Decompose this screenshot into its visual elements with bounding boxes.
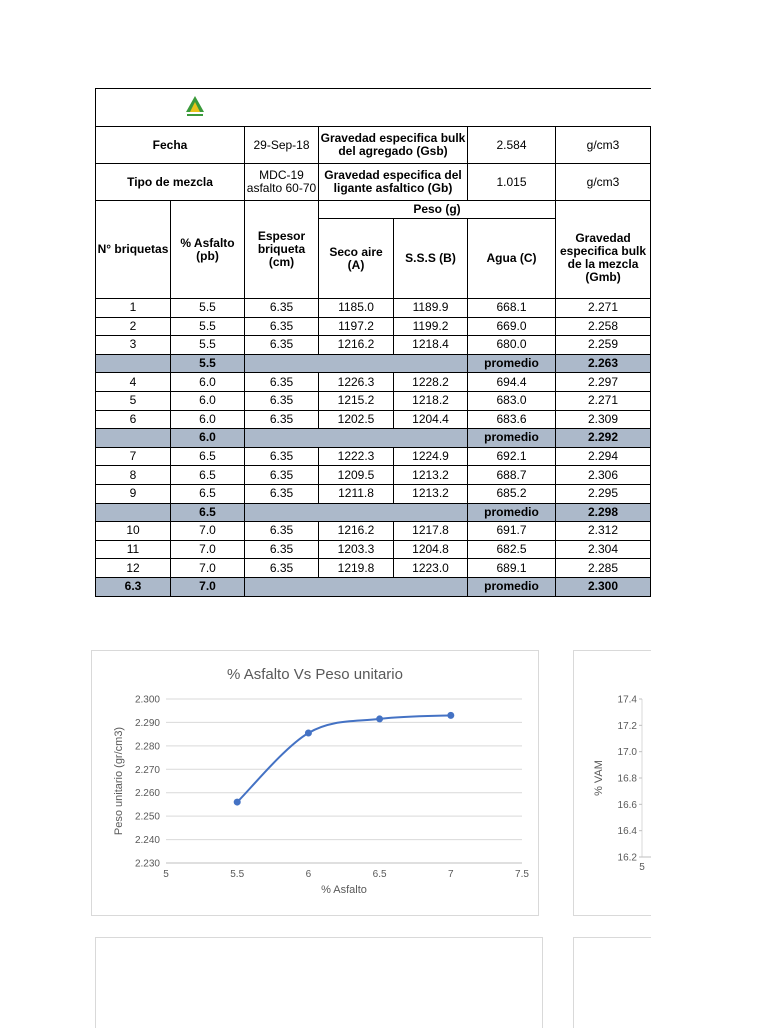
col-header-sss: S.S.S (B) (394, 219, 468, 299)
cell-espesor: 6.35 (245, 540, 319, 559)
y-tick-label: 16.6 (617, 799, 637, 811)
y-axis-title: % VAM (593, 760, 605, 796)
gb-unit: g/cm3 (556, 164, 651, 201)
y-tick-label: 17.4 (617, 694, 637, 706)
data-point (447, 712, 454, 719)
x-tick-label: 6 (305, 869, 312, 880)
table-row (96, 410, 651, 429)
cell-n: 3 (96, 336, 171, 355)
avg-gmb: 2.300 (556, 577, 651, 596)
col-header-asfalto: % Asfalto (pb) (171, 201, 245, 299)
cell-asfalto: 7.0 (171, 522, 245, 541)
cell-n: 5 (96, 391, 171, 410)
data-sheet (95, 88, 650, 597)
col-header-seco: Seco aire (A) (319, 219, 394, 299)
chart-title: % Asfalto Vs Peso unitario (227, 666, 403, 683)
cell-sss: 1213.2 (394, 484, 468, 503)
average-row (96, 429, 651, 448)
cell-agua: 691.7 (468, 522, 556, 541)
cell-agua: 688.7 (468, 466, 556, 485)
fecha-value: 29-Sep-18 (245, 127, 319, 164)
cell-seco: 1209.5 (319, 466, 394, 485)
cell-n: 9 (96, 484, 171, 503)
cell-agua: 689.1 (468, 559, 556, 578)
cell-asfalto: 6.0 (171, 391, 245, 410)
col-header-agua: Agua (C) (468, 219, 556, 299)
cell-agua: 685.2 (468, 484, 556, 503)
avg-gmb: 2.292 (556, 429, 651, 448)
cell-sss: 1204.8 (394, 540, 468, 559)
average-row (96, 503, 651, 522)
table-row (96, 336, 651, 355)
cell-gmb: 2.258 (556, 317, 651, 336)
cell-asfalto: 6.0 (171, 373, 245, 392)
table-row (96, 466, 651, 485)
y-tick-label: 2.300 (134, 694, 160, 706)
cell-n: 8 (96, 466, 171, 485)
cell-agua: 669.0 (468, 317, 556, 336)
gsb-value: 2.584 (468, 127, 556, 164)
y-tick-label: 17.0 (617, 747, 637, 759)
x-tick-label: 7.5 (515, 869, 529, 880)
logo-row (96, 89, 651, 127)
tipo-label: Tipo de mezcla (96, 164, 245, 201)
cell-sss: 1218.4 (394, 336, 468, 355)
chart-third (95, 937, 543, 1028)
chart-asfalto-peso (91, 650, 539, 916)
table-row (96, 447, 651, 466)
cell-asfalto: 5.5 (171, 336, 245, 355)
y-tick-label: 16.4 (617, 826, 637, 838)
avg-gmb: 2.298 (556, 503, 651, 522)
cell-seco: 1197.2 (319, 317, 394, 336)
cell-asfalto: 7.0 (171, 540, 245, 559)
cell-sss: 1223.0 (394, 559, 468, 578)
avg-label: promedio (468, 354, 556, 373)
cell-sss: 1217.8 (394, 522, 468, 541)
gsb-label: Gravedad especifica bulk del agregado (Gsb) (319, 127, 468, 164)
y-tick-label: 2.280 (134, 741, 160, 753)
y-tick-label: 2.260 (134, 788, 160, 800)
cell-espesor: 6.35 (245, 317, 319, 336)
cell-asfalto: 6.5 (171, 466, 245, 485)
y-tick-label: 17.2 (617, 720, 637, 732)
avg-label: promedio (468, 429, 556, 448)
cell-espesor: 6.35 (245, 373, 319, 392)
avg-asfalto: 6.0 (171, 429, 245, 448)
cell-gmb: 2.312 (556, 522, 651, 541)
cell-n: 2 (96, 317, 171, 336)
cell-gmb: 2.309 (556, 410, 651, 429)
chart-asfalto-peso-svg (92, 651, 538, 915)
avg-spacer (245, 577, 468, 596)
cell-asfalto: 6.0 (171, 410, 245, 429)
col-header-gmb: Gravedad especifica bulk de la mezcla (Gmb) (556, 219, 651, 299)
fecha-label: Fecha (96, 127, 245, 164)
cell-gmb: 2.304 (556, 540, 651, 559)
cell-seco: 1219.8 (319, 559, 394, 578)
cell-gmb: 2.259 (556, 336, 651, 355)
avg-asfalto: 7.0 (171, 577, 245, 596)
avg-spacer (245, 503, 468, 522)
x-tick-label: 5.5 (230, 869, 245, 880)
avg-gmb: 2.263 (556, 354, 651, 373)
gb-label: Gravedad especifica del ligante asfaltico (Gb) (319, 164, 468, 201)
cell-gmb: 2.297 (556, 373, 651, 392)
tipo-value: MDC-19 asfalto 60-70 (245, 164, 319, 201)
cell-agua: 683.6 (468, 410, 556, 429)
chart-vam-svg (574, 651, 651, 915)
x-tick-label: 6.5 (372, 869, 387, 880)
cell-espesor: 6.35 (245, 484, 319, 503)
cell-sss: 1204.4 (394, 410, 468, 429)
table-row (96, 299, 651, 318)
cell-n: 6 (96, 410, 171, 429)
table-row (96, 484, 651, 503)
gsb-unit: g/cm3 (556, 127, 651, 164)
col-header-gmb-top (556, 201, 651, 219)
y-tick-label: 16.2 (617, 852, 637, 864)
cell-agua: 692.1 (468, 447, 556, 466)
y-tick-label: 2.230 (134, 858, 160, 870)
chart-vam (573, 650, 651, 916)
average-row (96, 577, 651, 596)
y-tick-label: 2.250 (134, 811, 160, 823)
cell-n: 12 (96, 559, 171, 578)
y-tick-label: 2.240 (134, 835, 160, 847)
col-header-n: N° briquetas (96, 201, 171, 299)
y-axis-title: Peso unitario (gr/cm3) (113, 726, 125, 836)
avg-label: promedio (468, 503, 556, 522)
cell-gmb: 2.295 (556, 484, 651, 503)
cell-n: 7 (96, 447, 171, 466)
average-row (96, 354, 651, 373)
table-row (96, 373, 651, 392)
cell-asfalto: 7.0 (171, 559, 245, 578)
cell-gmb: 2.294 (556, 447, 651, 466)
cell-espesor: 6.35 (245, 391, 319, 410)
table-row (96, 391, 651, 410)
cell-seco: 1216.2 (319, 522, 394, 541)
avg-n (96, 429, 171, 448)
cell-sss: 1213.2 (394, 466, 468, 485)
cell-n: 4 (96, 373, 171, 392)
cell-asfalto: 6.5 (171, 447, 245, 466)
avg-spacer (245, 354, 468, 373)
cell-agua: 668.1 (468, 299, 556, 318)
x-tick-label: 7 (448, 869, 454, 880)
avg-n (96, 503, 171, 522)
cell-espesor: 6.35 (245, 299, 319, 318)
cell-n: 10 (96, 522, 171, 541)
cell-gmb: 2.285 (556, 559, 651, 578)
col-header-espesor: Espesor briqueta (cm) (245, 201, 319, 299)
cell-espesor: 6.35 (245, 559, 319, 578)
table-row (96, 559, 651, 578)
avg-spacer (245, 429, 468, 448)
cell-asfalto: 5.5 (171, 317, 245, 336)
cell-gmb: 2.306 (556, 466, 651, 485)
cell-sss: 1224.9 (394, 447, 468, 466)
cell-seco: 1226.3 (319, 373, 394, 392)
cell-seco: 1203.3 (319, 540, 394, 559)
briquetas-table (95, 88, 651, 597)
cell-seco: 1222.3 (319, 447, 394, 466)
cell-agua: 694.4 (468, 373, 556, 392)
cell-seco: 1216.2 (319, 336, 394, 355)
cell-seco: 1215.2 (319, 391, 394, 410)
y-tick-label: 2.290 (134, 717, 160, 729)
cell-n: 1 (96, 299, 171, 318)
y-tick-label: 2.270 (134, 764, 160, 776)
x-tick-label: 5 (639, 862, 645, 873)
company-logo-icon (184, 94, 206, 118)
cell-agua: 680.0 (468, 336, 556, 355)
cell-sss: 1189.9 (394, 299, 468, 318)
table-row (96, 317, 651, 336)
col-header-peso: Peso (g) (319, 201, 556, 219)
cell-seco: 1202.5 (319, 410, 394, 429)
x-tick-label: 5 (163, 869, 169, 880)
avg-n (96, 354, 171, 373)
cell-asfalto: 5.5 (171, 299, 245, 318)
cell-espesor: 6.35 (245, 336, 319, 355)
cell-gmb: 2.271 (556, 391, 651, 410)
avg-n: 6.3 (96, 577, 171, 596)
cell-espesor: 6.35 (245, 466, 319, 485)
avg-label: promedio (468, 577, 556, 596)
cell-seco: 1185.0 (319, 299, 394, 318)
avg-asfalto: 6.5 (171, 503, 245, 522)
gb-value: 1.015 (468, 164, 556, 201)
x-axis-title: % Asfalto (321, 884, 367, 896)
cell-asfalto: 6.5 (171, 484, 245, 503)
cell-espesor: 6.35 (245, 447, 319, 466)
cell-agua: 682.5 (468, 540, 556, 559)
data-point (234, 799, 241, 806)
cell-espesor: 6.35 (245, 410, 319, 429)
avg-asfalto: 5.5 (171, 354, 245, 373)
cell-sss: 1218.2 (394, 391, 468, 410)
cell-n: 11 (96, 540, 171, 559)
y-tick-label: 16.8 (617, 773, 637, 785)
data-point (305, 729, 312, 736)
chart-fourth (573, 937, 651, 1028)
table-row (96, 540, 651, 559)
cell-agua: 683.0 (468, 391, 556, 410)
cell-sss: 1228.2 (394, 373, 468, 392)
cell-sss: 1199.2 (394, 317, 468, 336)
cell-seco: 1211.8 (319, 484, 394, 503)
cell-espesor: 6.35 (245, 522, 319, 541)
series-line (237, 715, 451, 802)
data-point (376, 715, 383, 722)
table-row (96, 522, 651, 541)
cell-gmb: 2.271 (556, 299, 651, 318)
